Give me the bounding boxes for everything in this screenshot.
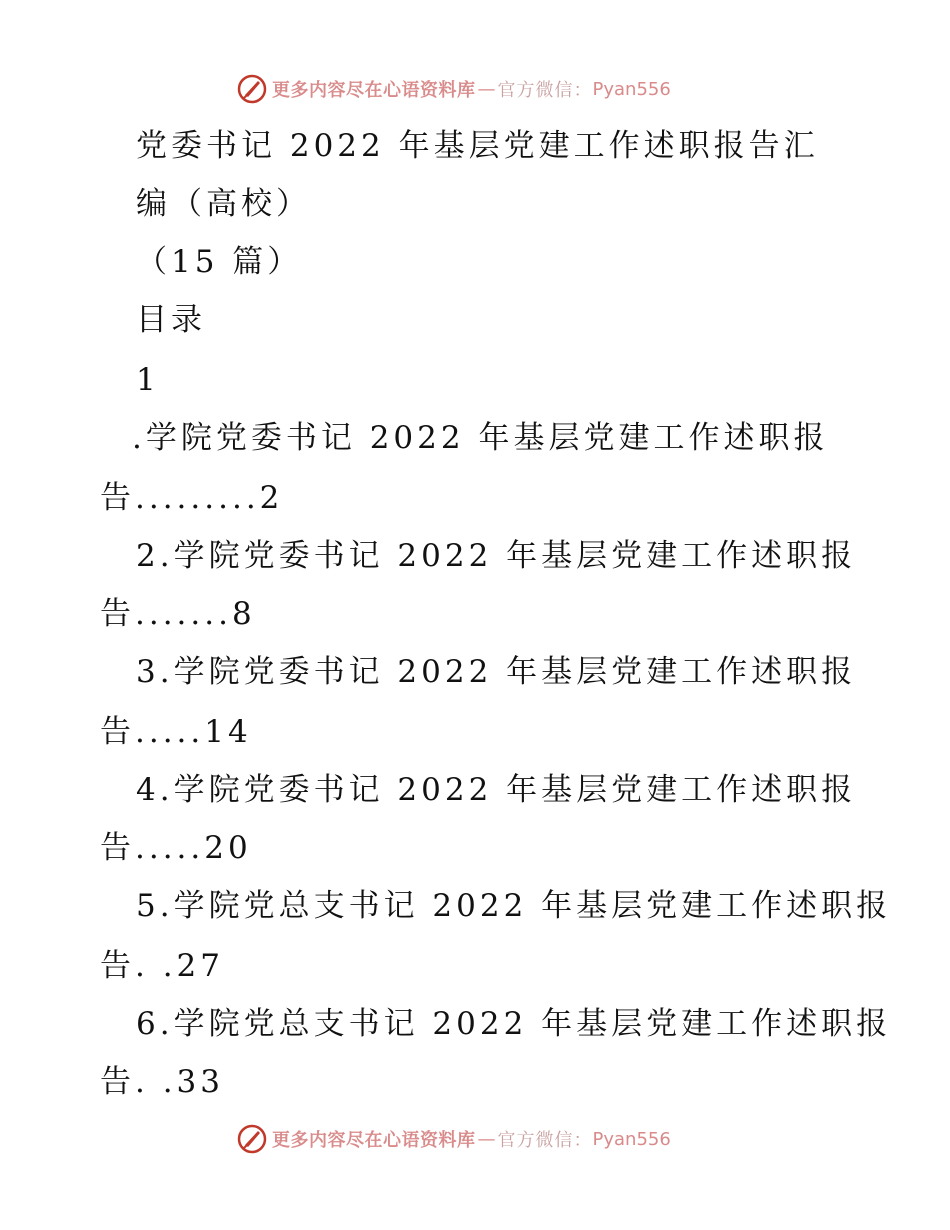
doc-count: （15 篇） (136, 244, 303, 280)
toc-entry-page[interactable]: 告. .33 (100, 1064, 225, 1100)
watermark-dash: — (477, 1128, 496, 1150)
watermark-label: 官方微信： (497, 80, 593, 101)
watermark-dash: — (477, 78, 496, 100)
toc-entry-title[interactable]: 2.学院党委书记 2022 年基层党建工作述职报 (136, 538, 857, 574)
doc-title-line2: 编（高校） (136, 186, 311, 222)
watermark-label: 官方微信： (497, 1130, 593, 1151)
quill-logo-icon (236, 1123, 268, 1155)
toc-entry-page[interactable]: 告.........2 (100, 480, 284, 516)
watermark-id: Pyan556 (592, 1128, 671, 1150)
header-watermark (236, 72, 671, 106)
toc-entry-title[interactable]: .学院党委书记 2022 年基层党建工作述职报 (132, 420, 829, 456)
watermark-brand: 更多内容尽在心语资料库 (272, 80, 476, 101)
doc-title-line1: 党委书记 2022 年基层党建工作述职报告汇 (136, 128, 819, 164)
toc-heading: 目录 (136, 302, 206, 338)
toc-entry-page[interactable]: 告. .27 (100, 948, 225, 984)
watermark-id: Pyan556 (592, 78, 671, 100)
toc-entry-title[interactable]: 5.学院党总支书记 2022 年基层党建工作述职报 (136, 888, 892, 924)
watermark-brand: 更多内容尽在心语资料库 (272, 1130, 476, 1151)
toc-entry-page[interactable]: 告.....14 (100, 714, 252, 750)
quill-logo-icon (236, 73, 268, 105)
toc-lead-number: 1 (136, 362, 160, 398)
footer-watermark (236, 1122, 671, 1156)
toc-entry-page[interactable]: 告.....20 (100, 830, 252, 866)
toc-entry-page[interactable]: 告.......8 (100, 596, 256, 632)
toc-entry-title[interactable]: 3.学院党委书记 2022 年基层党建工作述职报 (136, 654, 857, 690)
toc-entry-title[interactable]: 4.学院党委书记 2022 年基层党建工作述职报 (136, 772, 857, 808)
toc-entry-title[interactable]: 6.学院党总支书记 2022 年基层党建工作述职报 (136, 1006, 892, 1042)
